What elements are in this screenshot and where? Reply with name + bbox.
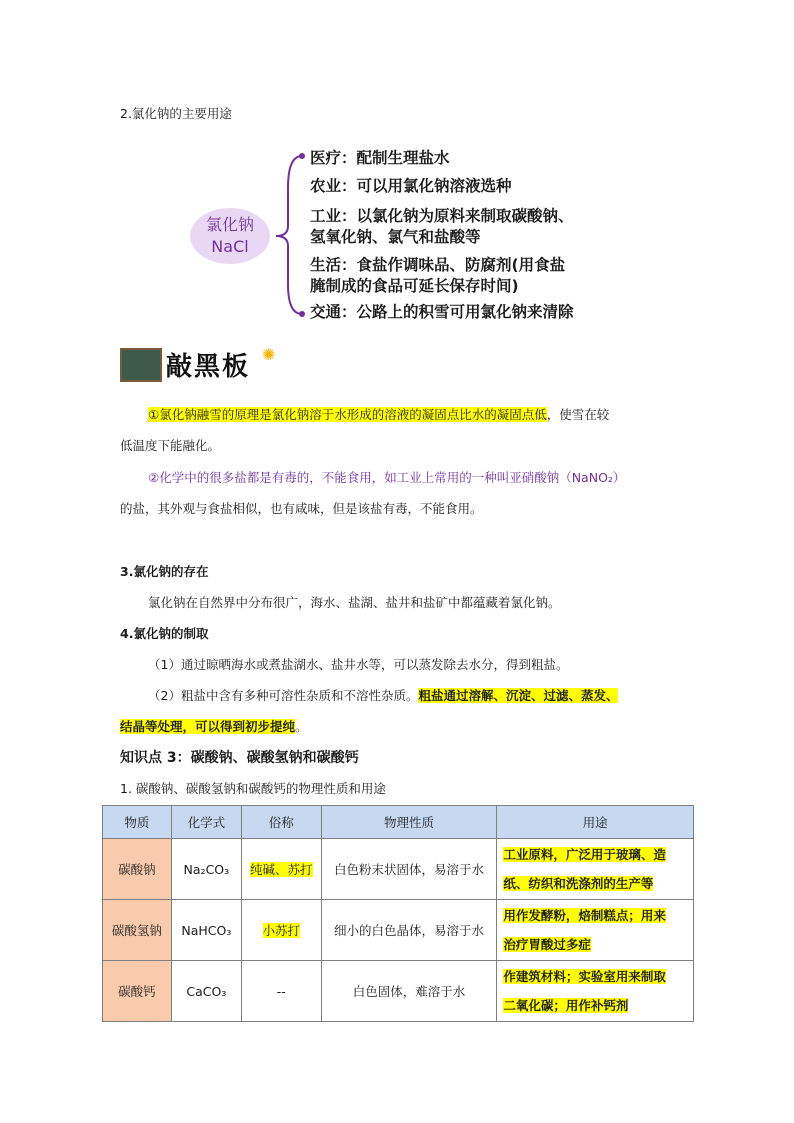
table-row <box>103 900 694 961</box>
cell-name: 碳酸钙 <box>103 961 172 1022</box>
section-2-heading: 2.氯化钠的主要用途 <box>120 106 232 121</box>
section-4-p2-highlight: 粗盐通过溶解、沉淀、过滤、蒸发、 <box>418 688 619 703</box>
cell-use-line2: 治疗胃酸过多症 <box>503 937 591 952</box>
cell-use <box>497 839 694 900</box>
mindmap-item-traffic: 交通：公路上的积雪可用氯化钠来清除 <box>310 303 574 321</box>
table-row <box>103 961 694 1022</box>
cell-name: 碳酸钠 <box>103 839 172 900</box>
cell-use-line1: 作建筑材料；实验室用来制取 <box>503 969 666 984</box>
note-1-highlight: ①氯化钠融雪的原理是氯化钠溶于水形成的溶液的凝固点比水的凝固点低 <box>148 407 547 422</box>
cell-use <box>497 961 694 1022</box>
header-substance: 物质 <box>103 806 172 839</box>
cell-common <box>241 900 321 961</box>
section-4-p1: （1）通过晾晒海水或煮盐湖水、盐井水等，可以蒸发除去水分，得到粗盐。 <box>148 657 569 672</box>
note-1-line2: 低温度下能融化。 <box>120 438 221 453</box>
mindmap-item-industry-1: 工业：以氯化钠为原料来制取碳酸钠、 <box>310 207 574 225</box>
subsection-1-heading: 1. 碳酸钠、碳酸氢钠和碳酸钙的物理性质和用途 <box>120 781 386 796</box>
section-4-p2 <box>148 686 708 704</box>
blackboard-icon <box>120 348 162 382</box>
mindmap-center-formula: NaCl <box>211 237 249 256</box>
cell-use-line2: 纸、纺织和洗涤剂的生产等 <box>503 876 654 891</box>
banner-title: 敲黑板 <box>166 352 251 382</box>
cell-use-line2: 二氧化碳；用作补钙剂 <box>503 998 629 1013</box>
section-3-heading: 3.氯化钠的存在 <box>120 564 209 579</box>
note-2-line2: 的盐，其外观与食盐相似，也有咸味，但是该盐有毒，不能食用。 <box>120 501 483 516</box>
cell-common: -- <box>241 961 321 1022</box>
mindmap-brace <box>270 148 310 318</box>
mindmap-item-life-2: 腌制成的食品可延长保存时间) <box>310 277 519 295</box>
cell-common <box>241 839 321 900</box>
section-4-p2-line2 <box>120 717 308 735</box>
knowledge-heading: 知识点 3：碳酸钠、碳酸氢钠和碳酸钙 <box>120 750 359 766</box>
cell-physical: 白色固体，难溶于水 <box>321 961 497 1022</box>
header-common-name: 俗称 <box>241 806 321 839</box>
note-1-rest: ，使雪在较 <box>546 407 610 422</box>
section-4-p2-line2-rest: 。 <box>295 719 308 734</box>
table-row <box>103 839 694 900</box>
mindmap-item-life-1: 生活：食盐作调味品、防腐剂(用食盐 <box>310 256 566 274</box>
note-2: ②化学中的很多盐都是有毒的，不能食用，如工业上常用的一种叫亚硝酸钠（NaNO₂） <box>148 470 626 485</box>
mindmap-item-agriculture: 农业：可以用氯化钠溶液选种 <box>310 177 512 195</box>
header-physical-properties: 物理性质 <box>321 806 497 839</box>
cell-use <box>497 900 694 961</box>
section-4-p2-line2-highlight: 结晶等处理，可以得到初步提纯 <box>120 719 296 734</box>
mindmap-item-medical: 医疗：配制生理盐水 <box>310 149 450 167</box>
cell-common-highlight: 纯碱、苏打 <box>250 862 313 877</box>
mindmap-center-name: 氯化钠 <box>205 215 254 234</box>
header-uses: 用途 <box>497 806 694 839</box>
table-header-row <box>103 806 694 839</box>
cell-common-highlight: 小苏打 <box>262 923 301 938</box>
mindmap-center <box>190 208 270 264</box>
header-formula: 化学式 <box>171 806 241 839</box>
cell-formula: NaHCO₃ <box>171 900 241 961</box>
cell-use-line1: 用作发酵粉，焙制糕点；用来 <box>503 908 666 923</box>
cell-use-line1: 工业原料，广泛用于玻璃、造 <box>503 847 666 862</box>
section-4-p2-text: （2）粗盐中含有多种可溶性杂质和不溶性杂质。 <box>148 688 419 703</box>
cell-formula: CaCO₃ <box>171 961 241 1022</box>
cell-physical: 细小的白色晶体，易溶于水 <box>321 900 497 961</box>
cell-physical: 白色粉末状固体，易溶于水 <box>321 839 497 900</box>
note-1 <box>148 405 708 423</box>
cell-name: 碳酸氢钠 <box>103 900 172 961</box>
lightbulb-icon: ✺ <box>262 345 276 364</box>
cell-formula: Na₂CO₃ <box>171 839 241 900</box>
mindmap-item-industry-2: 氢氧化钠、氯气和盐酸等 <box>310 228 481 246</box>
section-3-text: 氯化钠在自然界中分布很广，海水、盐湖、盐井和盐矿中都蕴藏着氯化钠。 <box>148 595 561 610</box>
properties-table <box>102 805 694 1022</box>
section-4-heading: 4.氯化钠的制取 <box>120 626 209 641</box>
